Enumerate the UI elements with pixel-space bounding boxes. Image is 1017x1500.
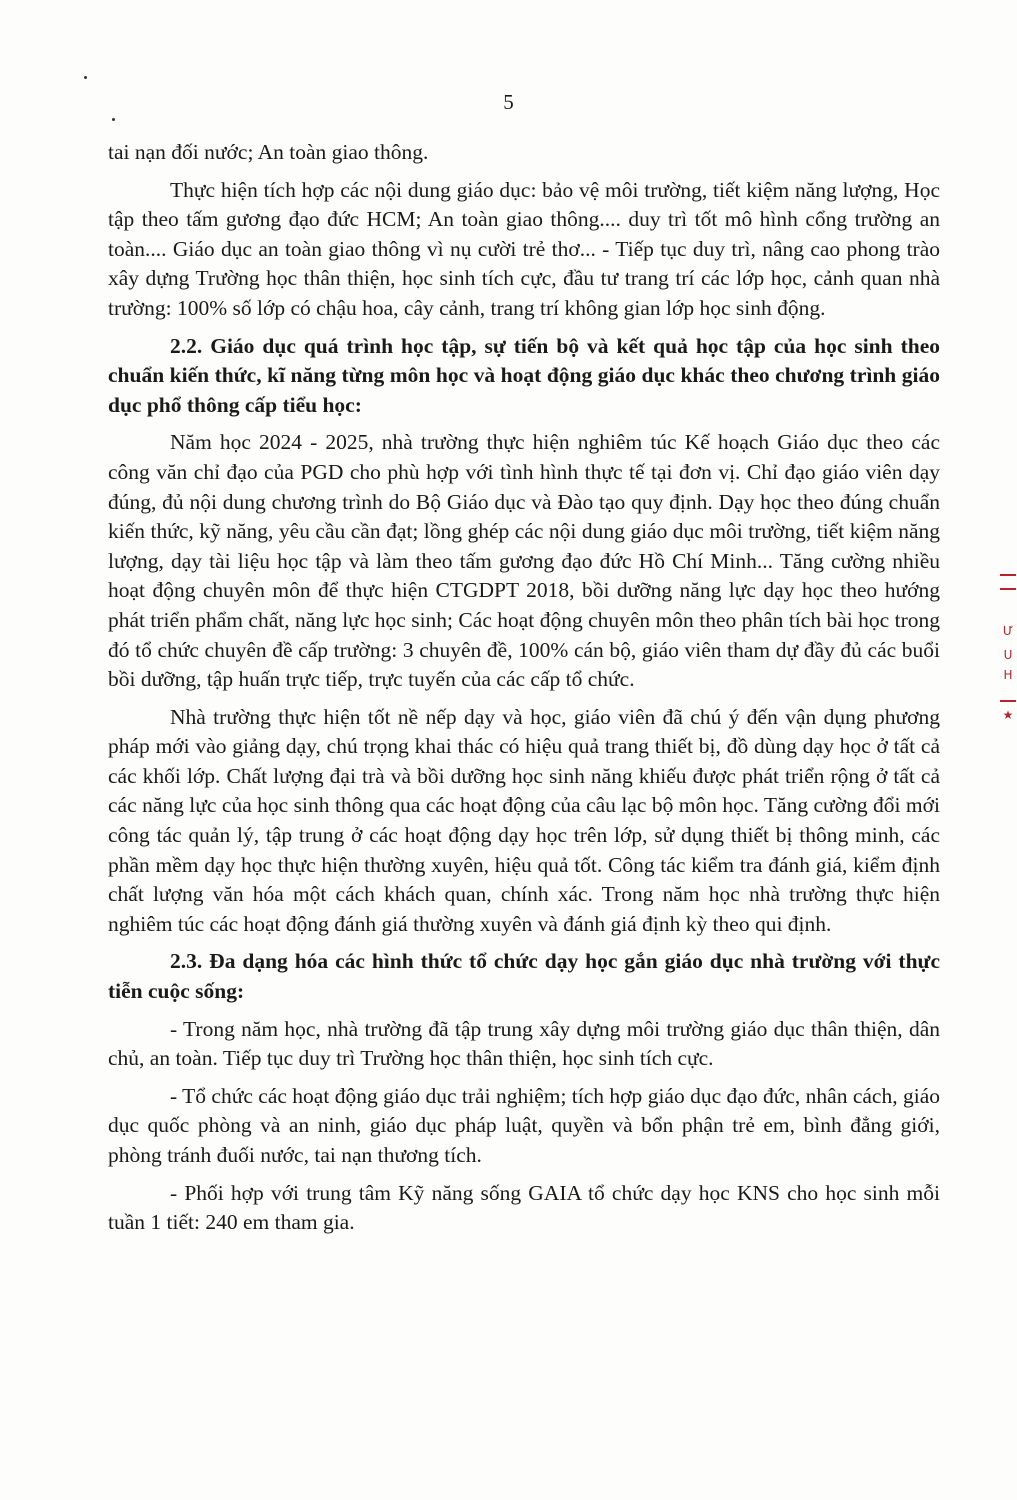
scan-speck xyxy=(112,118,115,121)
bullet-friendly-environment: - Trong năm học, nhà trường đã tập trung xây dựng môi trường giáo dục thân thiện, dân chủ, an toàn. Tiếp tục duy trì Trường học thân thiện, học sinh tích cực. xyxy=(108,1016,940,1071)
stamp-bar xyxy=(1000,588,1016,590)
scan-speck xyxy=(84,76,87,79)
bullet-gaia-life-skills: - Phối hợp với trung tâm Kỹ năng sống GAIA tổ chức dạy học KNS cho học sinh mỗi tuần 1 tiết: 240 em tham gia. xyxy=(108,1180,940,1235)
section-heading-2-2: 2.2. Giáo dục quá trình học tập, sự tiến bộ và kết quả học tập của học sinh theo chuẩn kiến thức, kĩ năng từng môn học và hoạt động giáo dục khác theo chương trình giáo dục phổ thông cấp tiểu học: xyxy=(108,333,940,417)
stamp-mark: Ư xyxy=(1002,624,1014,638)
document-body xyxy=(108,138,940,1246)
paragraph-school-year: Năm học 2024 - 2025, nhà trường thực hiện nghiêm túc Kế hoạch Giáo dục theo các công văn chỉ đạo của PGD cho phù hợp với tình hình thực tế tại đơn vị. Chỉ đạo giáo viên dạy đúng, đủ nội dung chương trình do Bộ Giáo dục và Đào tạo quy định. Dạy học theo đúng chuẩn kiến thức, kỹ năng, yêu cầu cần đạt; lồng ghép các nội dung giáo dục môi trường, tiết kiệm năng lượng, dạy tài liệu học tập và làm theo tấm gương đạo đức Hồ Chí Minh... Tăng cường nhiều hoạt động chuyên môn để thực hiện CTGDPT 2018, bồi dưỡng năng lực dạy học theo hướng phát triển phẩm chất, năng lực học sinh; Các hoạt động chuyên môn theo phân tích bài học trong đó tổ chức chuyên đề cấp trường: 3 chuyên đề, 100% cán bộ, giáo viên tham dự đầy đủ các buổi bồi dưỡng, tập huấn trực tiếp, trực tuyến của các cấp tổ chức. xyxy=(108,430,940,692)
paragraph-teaching-quality: Nhà trường thực hiện tốt nề nếp dạy và học, giáo viên đã chú ý đến vận dụng phương pháp mới vào giảng dạy, chú trọng khai thác có hiệu quả trang thiết bị, đồ dùng dạy học ở tất cả các khối lớp. Chất lượng đại trà và bồi dưỡng học sinh năng khiếu được phát triển rộng ở tất cả các năng lực của học sinh thông qua các hoạt động của câu lạc bộ môn học. Tăng cường đổi mới công tác quản lý, tập trung ở các hoạt động dạy học trên lớp, sử dụng thiết bị thông minh, các phần mềm dạy học thực hiện thường xuyên, hiệu quả tốt. Công tác kiểm tra đánh giá, kiểm định chất lượng văn hóa một cách khách quan, chính xác. Trong năm học nhà trường thực hiện nghiêm túc các hoạt động đánh giá thường xuyên và đánh giá định kỳ theo qui định. xyxy=(108,704,940,936)
stamp-mark: ★ xyxy=(1002,708,1014,722)
bullet-experiential-activities: - Tổ chức các hoạt động giáo dục trải nghiệm; tích hợp giáo dục đạo đức, nhân cách, giáo dục quốc phòng và an ninh, giáo dục pháp luật, quyền và bổn phận trẻ em, bình đẳng giới, phòng tránh đuối nước, tai nạn thương tích. xyxy=(108,1083,940,1167)
section-heading-2-3: 2.3. Đa dạng hóa các hình thức tổ chức dạy học gắn giáo dục nhà trường với thực tiễn cuộc sống: xyxy=(108,949,940,1004)
stamp-mark: U xyxy=(1003,648,1013,662)
paragraph-continuation: tai nạn đối nước; An toàn giao thông. xyxy=(108,140,429,164)
page-number: 5 xyxy=(503,90,514,114)
stamp-bar xyxy=(1000,700,1016,702)
paragraph-integration: Thực hiện tích hợp các nội dung giáo dục: bảo vệ môi trường, tiết kiệm năng lượng, Học tập theo tấm gương đạo đức HCM; An toàn giao thông.... duy trì tốt mô hình cổng trường an toàn.... Giáo dục an toàn giao thông vì nụ cười trẻ thơ... - Tiếp tục duy trì, nâng cao phong trào xây dựng Trường học thân thiện, học sinh tích cực, đầu tư trang trí các lớp học, cảnh quan nhà trường: 100% số lớp có chậu hoa, cây cảnh, trang trí không gian lớp học sinh động. xyxy=(108,177,940,320)
side-stamp xyxy=(996,568,1017,748)
stamp-mark: H xyxy=(1003,668,1013,682)
stamp-bar xyxy=(1000,574,1016,576)
